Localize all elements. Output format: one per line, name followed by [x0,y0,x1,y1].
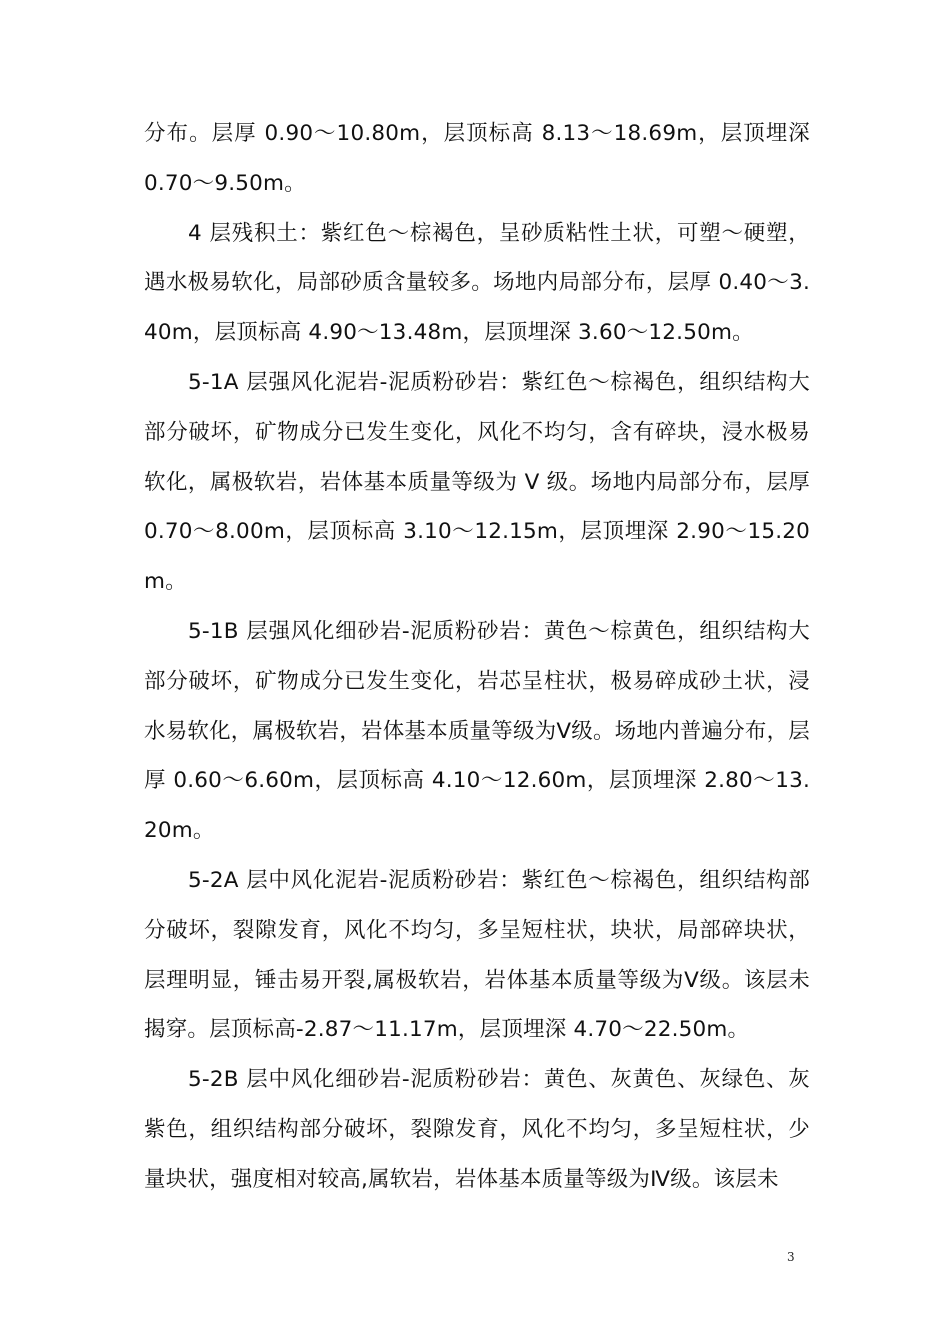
paragraph-layer-4: 4 层残积土：紫红色～棕褐色，呈砂质粘性土状，可塑～硬塑，遇水极易软化，局部砂质含量较多。场地内局部分布，层厚 0.40～3.40m，层顶标高 4.90～13.48m，层顶埋深 3.60～12.50m。 [144,220,810,346]
document-body [144,109,810,1205]
paragraph-layer-3-continuation: 分布。层厚 0.90～10.80m，层顶标高 8.13～18.69m，层顶埋深 0.70～9.50m。 [144,121,810,196]
page-number: 3 [787,1250,795,1264]
paragraph-layer-5-1a: 5-1A 层强风化泥岩-泥质粉砂岩：紫红色～棕褐色，组织结构大部分破坏，矿物成分已发生变化，风化不均匀，含有碎块，浸水极易软化，属极软岩，岩体基本质量等级为 V 级。场地内局部分布，层厚 0.70～8.00m，层顶标高 3.10～12.15m，层顶埋深 2.90～15.20m。 [144,369,810,595]
paragraph-layer-5-1b: 5-1B 层强风化细砂岩-泥质粉砂岩：黄色～棕黄色，组织结构大部分破坏，矿物成分已发生变化，岩芯呈柱状，极易碎成砂土状，浸水易软化，属极软岩，岩体基本质量等级为Ⅴ级。场地内普遍分布，层厚 0.60～6.60m，层顶标高 4.10～12.60m，层顶埋深 2.80～13.20m。 [144,618,810,844]
paragraph-layer-5-2a: 5-2A 层中风化泥岩-泥质粉砂岩：紫红色～棕褐色，组织结构部分破坏，裂隙发育，风化不均匀，多呈短柱状，块状，局部碎块状，层理明显，锤击易开裂,属极软岩，岩体基本质量等级为Ⅴ级。该层未揭穿。层顶标高-2.87～11.17m，层顶埋深 4.70～22.50m。 [144,867,810,1043]
paragraph-layer-5-2b: 5-2B 层中风化细砂岩-泥质粉砂岩：黄色、灰黄色、灰绿色、灰紫色，组织结构部分破坏，裂隙发育，风化不均匀，多呈短柱状，少量块状，强度相对较高,属软岩，岩体基本质量等级为Ⅳ级。该层未 [144,1067,810,1192]
